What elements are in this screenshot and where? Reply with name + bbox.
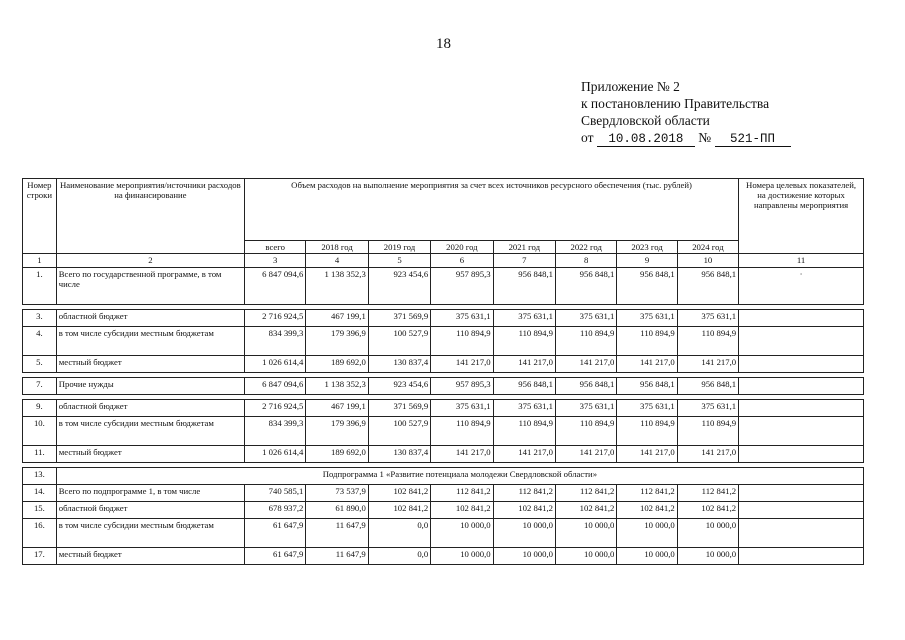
- value-cell: 923 454,6: [368, 268, 430, 305]
- value-cell: 957 895,3: [431, 268, 493, 305]
- value-cell: 179 396,9: [306, 417, 368, 446]
- value-cell: 10 000,0: [677, 519, 738, 548]
- targets-cell: [739, 485, 864, 502]
- table-row: [23, 446, 864, 463]
- value-cell: 1 026 614,4: [245, 446, 306, 463]
- value-cell: 1 138 352,3: [306, 268, 368, 305]
- column-number: 10: [677, 254, 738, 268]
- column-number: 2: [56, 254, 244, 268]
- value-cell: 130 837,4: [368, 446, 430, 463]
- value-cell: 112 841,2: [431, 485, 493, 502]
- value-cell: 110 894,9: [556, 327, 617, 356]
- row-number: 11.: [23, 446, 57, 463]
- decree-date: 10.08.2018: [597, 132, 695, 147]
- value-cell: 467 199,1: [306, 400, 368, 417]
- value-cell: 1 026 614,4: [245, 356, 306, 373]
- value-cell: 141 217,0: [431, 446, 493, 463]
- value-cell: 923 454,6: [368, 378, 430, 395]
- table-row: [23, 310, 864, 327]
- value-cell: 189 692,0: [306, 446, 368, 463]
- column-number: 8: [556, 254, 617, 268]
- value-cell: 10 000,0: [431, 548, 493, 565]
- value-cell: 375 631,1: [617, 310, 677, 327]
- number-label: №: [698, 130, 712, 145]
- row-number: 15.: [23, 502, 57, 519]
- table-row: [23, 356, 864, 373]
- row-number: 9.: [23, 400, 57, 417]
- value-cell: 740 585,1: [245, 485, 306, 502]
- value-cell: 0,0: [368, 548, 430, 565]
- value-cell: 956 848,1: [556, 378, 617, 395]
- value-cell: 110 894,9: [677, 327, 738, 356]
- value-cell: 102 841,2: [493, 502, 555, 519]
- table-row: [23, 417, 864, 446]
- row-number: 17.: [23, 548, 57, 565]
- header-year-2020: 2020 год: [431, 241, 493, 254]
- header-year-2018: 2018 год: [306, 241, 368, 254]
- value-cell: 10 000,0: [556, 519, 617, 548]
- value-cell: 375 631,1: [556, 310, 617, 327]
- value-cell: 141 217,0: [493, 446, 555, 463]
- table-row: [23, 485, 864, 502]
- value-cell: 375 631,1: [556, 400, 617, 417]
- targets-cell: [739, 446, 864, 463]
- row-number: 10.: [23, 417, 57, 446]
- value-cell: 110 894,9: [493, 417, 555, 446]
- value-cell: 189 692,0: [306, 356, 368, 373]
- value-cell: 10 000,0: [556, 548, 617, 565]
- appendix-block: [581, 78, 791, 147]
- target-mark: ·: [799, 269, 803, 279]
- column-number: 5: [368, 254, 430, 268]
- value-cell: 375 631,1: [431, 310, 493, 327]
- targets-cell: [739, 378, 864, 395]
- row-name: в том числе субсидии местным бюджетам: [56, 327, 244, 356]
- table-row: [23, 378, 864, 395]
- appendix-date-line: [581, 129, 791, 147]
- value-cell: 110 894,9: [431, 417, 493, 446]
- column-numbers-row: [23, 254, 864, 268]
- value-cell: 112 841,2: [556, 485, 617, 502]
- page-number: 18: [436, 36, 451, 52]
- value-cell: 110 894,9: [556, 417, 617, 446]
- header-year-2021: 2021 год: [493, 241, 555, 254]
- value-cell: 957 895,3: [431, 378, 493, 395]
- row-number: 7.: [23, 378, 57, 395]
- row-number: 3.: [23, 310, 57, 327]
- value-cell: 2 716 924,5: [245, 310, 306, 327]
- value-cell: 10 000,0: [677, 548, 738, 565]
- row-number: 4.: [23, 327, 57, 356]
- targets-cell: [739, 400, 864, 417]
- row-number: 13.: [23, 468, 57, 485]
- header-volume: Объем расходов на выполнение мероприятия за счет всех источников ресурсного обеспечения (тыс. рублей): [245, 179, 739, 241]
- value-cell: 112 841,2: [677, 485, 738, 502]
- value-cell: 956 848,1: [556, 268, 617, 305]
- targets-cell: [739, 310, 864, 327]
- header-year-total: всего: [245, 241, 306, 254]
- value-cell: 6 847 094,6: [245, 378, 306, 395]
- row-name: Всего по подпрограмме 1, в том числе: [56, 485, 244, 502]
- value-cell: 11 647,9: [306, 548, 368, 565]
- value-cell: 375 631,1: [493, 310, 555, 327]
- subprogram-row: [23, 468, 864, 485]
- value-cell: 61 890,0: [306, 502, 368, 519]
- value-cell: 102 841,2: [368, 502, 430, 519]
- row-name: местный бюджет: [56, 548, 244, 565]
- value-cell: 10 000,0: [617, 519, 677, 548]
- value-cell: 179 396,9: [306, 327, 368, 356]
- value-cell: 371 569,9: [368, 400, 430, 417]
- value-cell: 73 537,9: [306, 485, 368, 502]
- row-number: 16.: [23, 519, 57, 548]
- targets-cell: [739, 327, 864, 356]
- column-number: 11: [739, 254, 864, 268]
- appendix-region: Свердловской области: [581, 113, 710, 128]
- row-number: 1.: [23, 268, 57, 305]
- value-cell: 375 631,1: [677, 400, 738, 417]
- value-cell: 375 631,1: [493, 400, 555, 417]
- value-cell: 10 000,0: [493, 519, 555, 548]
- value-cell: 112 841,2: [493, 485, 555, 502]
- value-cell: 61 647,9: [245, 519, 306, 548]
- value-cell: 375 631,1: [431, 400, 493, 417]
- row-name: в том числе субсидии местным бюджетам: [56, 417, 244, 446]
- header-year-2024: 2024 год: [677, 241, 738, 254]
- row-number: 14.: [23, 485, 57, 502]
- value-cell: 141 217,0: [617, 356, 677, 373]
- column-number: 3: [245, 254, 306, 268]
- targets-cell: [739, 356, 864, 373]
- row-name: местный бюджет: [56, 446, 244, 463]
- value-cell: 1 138 352,3: [306, 378, 368, 395]
- value-cell: 141 217,0: [493, 356, 555, 373]
- value-cell: 141 217,0: [677, 356, 738, 373]
- value-cell: 141 217,0: [556, 446, 617, 463]
- header-targets: Номера целевых показателей, на достижение которых направлены мероприятия: [739, 179, 864, 254]
- from-label: от: [581, 130, 594, 145]
- value-cell: 102 841,2: [556, 502, 617, 519]
- value-cell: 10 000,0: [431, 519, 493, 548]
- value-cell: 11 647,9: [306, 519, 368, 548]
- value-cell: 956 848,1: [677, 378, 738, 395]
- value-cell: 102 841,2: [677, 502, 738, 519]
- appendix-decree: к постановлению Правительства: [581, 96, 770, 111]
- row-name: областной бюджет: [56, 502, 244, 519]
- value-cell: 678 937,2: [245, 502, 306, 519]
- value-cell: 10 000,0: [617, 548, 677, 565]
- table-row: [23, 268, 864, 305]
- value-cell: 110 894,9: [617, 327, 677, 356]
- targets-cell: [739, 417, 864, 446]
- header-year-2022: 2022 год: [556, 241, 617, 254]
- value-cell: 6 847 094,6: [245, 268, 306, 305]
- targets-cell: [739, 502, 864, 519]
- value-cell: 467 199,1: [306, 310, 368, 327]
- row-name: Всего по государственной программе, в том числе: [56, 268, 244, 305]
- expenditure-table: [22, 178, 864, 565]
- value-cell: 834 399,3: [245, 417, 306, 446]
- targets-cell: [739, 268, 864, 305]
- value-cell: 141 217,0: [556, 356, 617, 373]
- row-number: 5.: [23, 356, 57, 373]
- value-cell: 130 837,4: [368, 356, 430, 373]
- column-number: 1: [23, 254, 57, 268]
- value-cell: 110 894,9: [431, 327, 493, 356]
- value-cell: 141 217,0: [617, 446, 677, 463]
- value-cell: 371 569,9: [368, 310, 430, 327]
- table-row: [23, 519, 864, 548]
- value-cell: 2 716 924,5: [245, 400, 306, 417]
- header-year-2019: 2019 год: [368, 241, 430, 254]
- row-name: областной бюджет: [56, 400, 244, 417]
- appendix-title: Приложение № 2: [581, 79, 680, 94]
- header-year-2023: 2023 год: [617, 241, 677, 254]
- header-row: [23, 179, 864, 241]
- value-cell: 0,0: [368, 519, 430, 548]
- row-name: местный бюджет: [56, 356, 244, 373]
- row-name: Прочие нужды: [56, 378, 244, 395]
- column-number: 4: [306, 254, 368, 268]
- row-name: областной бюджет: [56, 310, 244, 327]
- targets-cell: [739, 519, 864, 548]
- value-cell: 112 841,2: [617, 485, 677, 502]
- decree-number: 521-ПП: [715, 132, 791, 147]
- value-cell: 102 841,2: [617, 502, 677, 519]
- value-cell: 61 647,9: [245, 548, 306, 565]
- value-cell: 956 848,1: [493, 378, 555, 395]
- column-number: 7: [493, 254, 555, 268]
- value-cell: 102 841,2: [368, 485, 430, 502]
- value-cell: 110 894,9: [677, 417, 738, 446]
- table-row: [23, 400, 864, 417]
- value-cell: 110 894,9: [493, 327, 555, 356]
- table-row: [23, 548, 864, 565]
- value-cell: 956 848,1: [677, 268, 738, 305]
- subprogram-title: Подпрограмма 1 «Развитие потенциала молодежи Свердловской области»: [56, 468, 863, 485]
- table-row: [23, 327, 864, 356]
- value-cell: 141 217,0: [431, 356, 493, 373]
- value-cell: 956 848,1: [617, 378, 677, 395]
- value-cell: 110 894,9: [617, 417, 677, 446]
- value-cell: 100 527,9: [368, 417, 430, 446]
- value-cell: 102 841,2: [431, 502, 493, 519]
- header-name: Наименование мероприятия/источники расходов на финансирование: [56, 179, 244, 254]
- value-cell: 100 527,9: [368, 327, 430, 356]
- value-cell: 141 217,0: [677, 446, 738, 463]
- value-cell: 375 631,1: [677, 310, 738, 327]
- table-row: [23, 502, 864, 519]
- value-cell: 956 848,1: [493, 268, 555, 305]
- header-row-no: Номер строки: [23, 179, 57, 254]
- targets-cell: [739, 548, 864, 565]
- column-number: 6: [431, 254, 493, 268]
- row-name: в том числе субсидии местным бюджетам: [56, 519, 244, 548]
- value-cell: 956 848,1: [617, 268, 677, 305]
- value-cell: 834 399,3: [245, 327, 306, 356]
- column-number: 9: [617, 254, 677, 268]
- value-cell: 375 631,1: [617, 400, 677, 417]
- value-cell: 10 000,0: [493, 548, 555, 565]
